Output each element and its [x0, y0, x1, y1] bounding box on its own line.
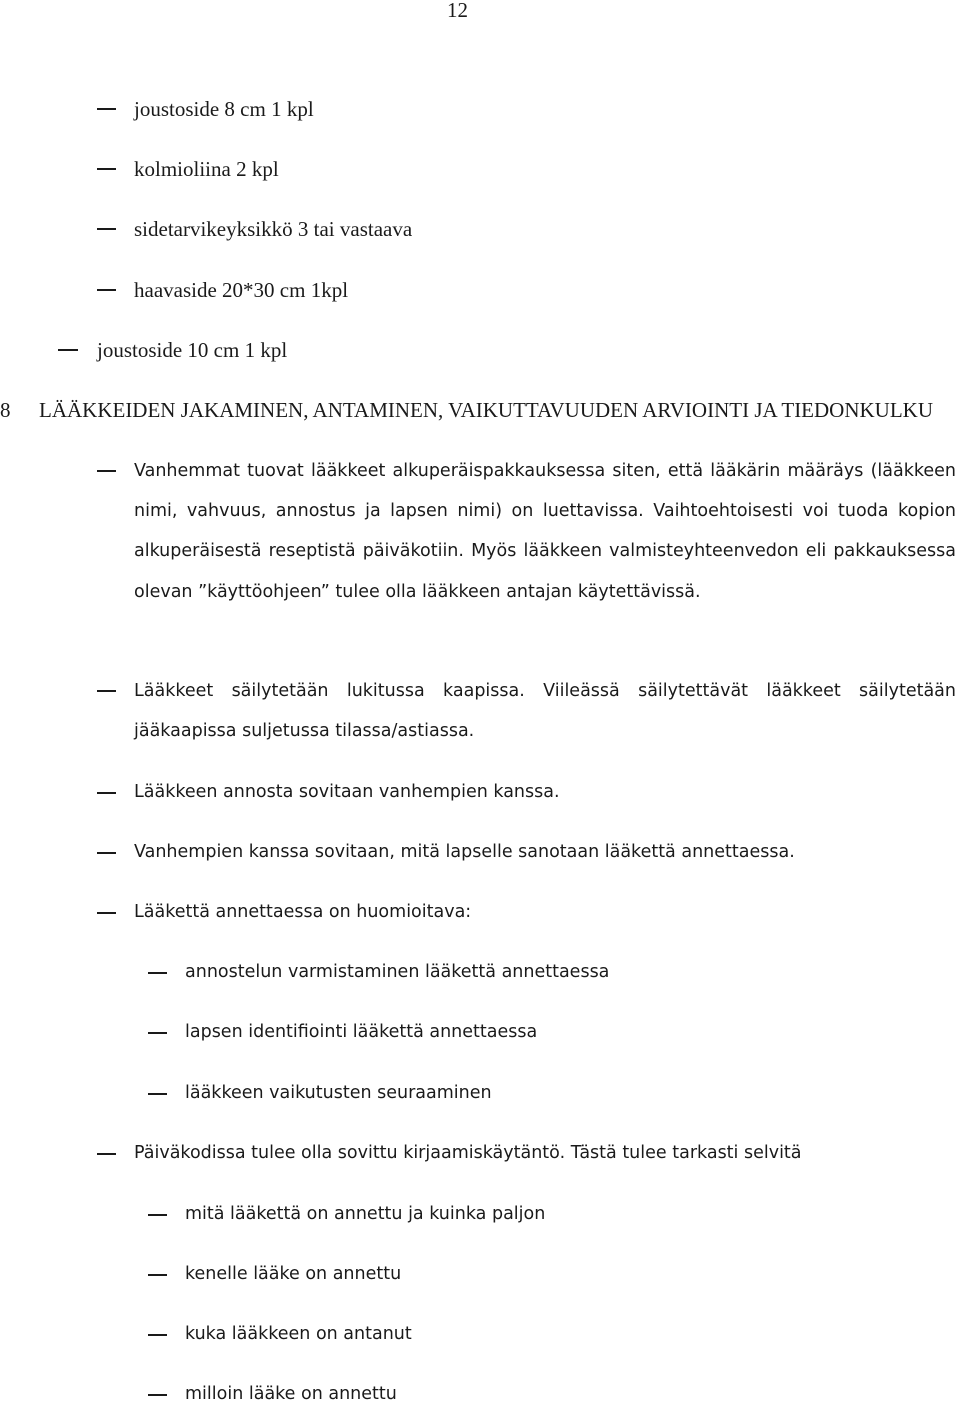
dash-bullet [97, 470, 116, 472]
dash-bullet [148, 972, 167, 974]
list-item: kenelle lääke on annettu [185, 1264, 402, 1284]
page-number: 12 [447, 0, 468, 22]
list-item: joustoside 8 cm 1 kpl [134, 97, 314, 121]
dash-bullet [97, 289, 116, 291]
dash-bullet [97, 912, 116, 914]
list-item: Päiväkodissa tulee olla sovittu kirjaamiskäytäntö. Tästä tulee tarkasti selvitä [134, 1143, 802, 1163]
dash-bullet [97, 852, 116, 854]
paragraph-bullet: Lääkkeet säilytetään lukitussa kaapissa. Viileässä säilytettävät lääkkeet säilytetään jääkaapissa suljetussa tilassa/astiassa. [134, 681, 956, 742]
dash-bullet [97, 1153, 116, 1155]
dash-bullet [97, 168, 116, 170]
list-item: joustoside 10 cm 1 kpl [97, 338, 288, 362]
list-item: Lääkkeen annosta sovitaan vanhempien kanssa. [134, 782, 560, 802]
list-item: lääkkeen vaikutusten seuraaminen [185, 1083, 492, 1103]
list-item: Lääkettä annettaessa on huomioitava: [134, 902, 472, 922]
paragraph-bullet: Vanhemmat tuovat lääkkeet alkuperäispakkauksessa siten, että lääkärin määräys (lääkkeen nimi, vahvuus, annostus ja lapsen nimi) on luettavissa. Vaihtoehtoisesti voi tuoda kopion alkuperäisestä reseptistä päiväkotiin. Myös lääkkeen valmisteyhteenvedon eli pakkauksessa olevan ”käyttöohjeen” tulee olla lääkkeen antajan käytettävissä. [134, 461, 956, 602]
dash-bullet [97, 792, 116, 794]
list-item: kuka lääkkeen on antanut [185, 1324, 412, 1344]
list-item: sidetarvikeyksikkö 3 tai vastaava [134, 217, 413, 241]
list-item: mitä lääkettä on annettu ja kuinka paljon [185, 1204, 546, 1224]
dash-bullet [148, 1334, 167, 1336]
list-item: haavaside 20*30 cm 1kpl [134, 278, 349, 302]
dash-bullet [97, 228, 116, 230]
dash-bullet [148, 1093, 167, 1095]
dash-bullet [148, 1394, 167, 1396]
list-item: annostelun varmistaminen lääkettä annettaessa [185, 962, 610, 982]
dash-bullet [97, 690, 116, 692]
list-item: Vanhempien kanssa sovitaan, mitä lapselle sanotaan lääkettä annettaessa. [134, 842, 795, 862]
dash-bullet [148, 1032, 167, 1034]
list-item: milloin lääke on annettu [185, 1384, 397, 1404]
section-title: LÄÄKKEIDEN JAKAMINEN, ANTAMINEN, VAIKUTTAVUUDEN ARVIOINTI JA TIEDONKULKU [39, 398, 933, 422]
section-number: 8 [0, 398, 11, 422]
dash-bullet [97, 108, 116, 110]
dash-bullet [148, 1214, 167, 1216]
list-item: kolmioliina 2 kpl [134, 157, 279, 181]
dash-bullet [58, 349, 78, 351]
dash-bullet [148, 1274, 167, 1276]
list-item: lapsen identifiointi lääkettä annettaessa [185, 1022, 538, 1042]
